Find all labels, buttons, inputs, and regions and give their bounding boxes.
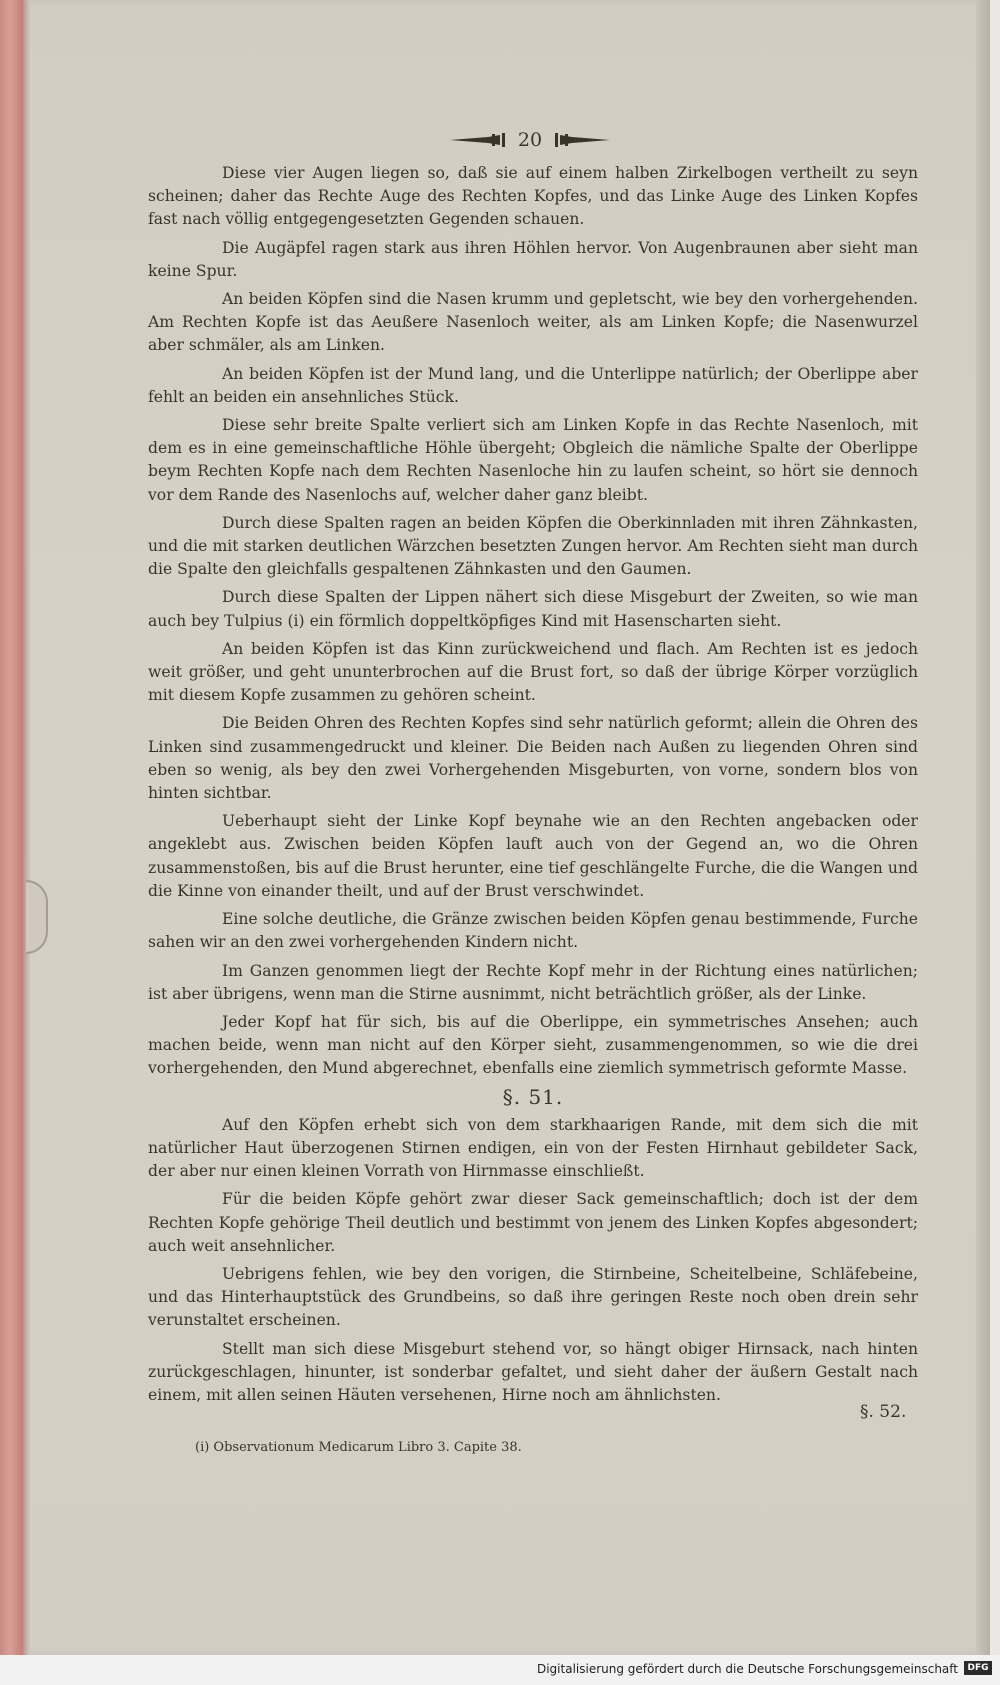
paragraph: An beiden Köpfen ist der Mund lang, und die Unterlippe natürlich; der Oberlippe aber fehlt an beiden ein ansehnliches Stück.: [148, 364, 918, 406]
page-body: [148, 162, 918, 1412]
paragraph: Jeder Kopf hat für sich, bis auf die Oberlippe, ein symmetrisches Ansehen; auch machen beide, wenn man nicht auf den Körper sieht, zusammengenommen, so wie die drei vorhergehenden, den Mund abgerechnet, ebenfalls eine ziemlich symmetrisch geformte Masse.: [148, 1012, 918, 1078]
digitization-credit: Digitalisierung gefördert durch die Deutsche Forschungsgemeinschaft: [536, 1662, 958, 1676]
paragraph: Diese vier Augen liegen so, daß sie auf einem halben Zirkelbogen vertheilt zu seyn scheinen; daher das Rechte Auge des Rechten Kopfes, und das Linke Auge des Linken Kopfes fast nach völlig entgegengesetzten Gegenden schauen.: [148, 164, 918, 229]
footnote: (i) Observationum Medicarum Libro 3. Capite 38.: [195, 1440, 522, 1455]
paragraph: Die Beiden Ohren des Rechten Kopfes sind sehr natürlich geformt; allein die Ohren des Linken sind zusammengedruckt und kleiner. Die Beiden nach Außen zu liegenden Ohren sind eben so wenig, als bey den zwei Vorhergehenden Misgeburten, von vorne, sondern blos von hinten sichtbar.: [148, 714, 918, 803]
paragraph: Die Augäpfel ragen stark aus ihren Höhlen hervor. Von Augenbraunen aber sieht man keine Spur.: [148, 238, 918, 280]
paragraph: Auf den Köpfen erhebt sich von dem starkhaarigen Rande, mit dem sich die mit natürlicher Haut überzogenen Stirnen endigen, ein von der Festen Hirnhaut gebildeter Sack, der aber nur einen kleinen Vorrath von Hirnmasse einschließt.: [148, 1115, 918, 1181]
paragraph: Stellt man sich diese Misgeburt stehend vor, so hängt obiger Hirnsack, nach hinten zurückgeschlagen, hinunter, ist sonderbar gefaltet, und sieht daher der äußern Gestalt nach einem, mit allen seinen Häuten versehenen, Hirne noch am ähnlichsten.: [148, 1339, 918, 1404]
book-cover-edge: [0, 0, 30, 1660]
paragraph: An beiden Köpfen sind die Nasen krumm und gepletscht, wie bey den vorhergehenden. Am Rechten Kopfe ist das Aeußere Nasenloch weiter, als am Linken Kopfe; die Nasenwurzel aber schmäler, als am Linken.: [148, 290, 918, 355]
right-ornament-icon: [552, 133, 612, 147]
left-ornament-icon: [448, 133, 508, 147]
paragraph: Durch diese Spalten ragen an beiden Köpfen die Oberkinnladen mit ihren Zähnkasten, und die mit starken deutlichen Wärzchen besetzten Zungen hervor. Am Rechten sieht man durch die Spalte den gleichfalls gespaltenen Zähnkasten und den Gaumen.: [148, 513, 918, 579]
paragraph: Diese sehr breite Spalte verliert sich am Linken Kopfe in das Rechte Nasenloch, mit dem es in eine gemeinschaftliche Höhle übergeht; Obgleich die nämliche Spalte der Oberlippe beym Rechten Kopfe nach dem Rechten Nasenloche hin zu laufen scheint, so hört sie dennoch vor dem Rande des Nasenlochs auf, welcher daher ganz bleibt.: [148, 416, 918, 504]
paragraph: Im Ganzen genommen liegt der Rechte Kopf mehr in der Richtung eines natürlichen; ist aber übrigens, wenn man die Stirne ausnimmt, nicht beträchtlich größer, als der Linke.: [148, 961, 918, 1003]
paragraph: Für die beiden Köpfe gehört zwar dieser Sack gemeinschaftlich; doch ist der dem Rechten Kopfe gehörige Theil deutlich und bestimmt von jenem des Linken Kopfes abgesondert; auch weit ansehnlicher.: [148, 1190, 918, 1255]
paragraph: Ueberhaupt sieht der Linke Kopf beynahe wie an den Rechten angebacken oder angeklebt aus. Zwischen beiden Köpfen lauft auch von der Gegend an, wo die Ohren zusammenstoßen, bis auf die Brust herunter, eine tief geschlängelte Furche, die die Wangen und die Kinne von einander theilt, und auf der Brust verschwindet.: [148, 812, 918, 900]
page-tab-marker: [26, 880, 48, 954]
paragraph: Durch diese Spalten der Lippen nähert sich diese Misgeburt der Zweiten, so wie man auch bey Tulpius (i) ein förmlich doppeltköpfiges Kind mit Hasenscharten sieht.: [148, 588, 918, 630]
catchword: §. 52.: [860, 1402, 907, 1422]
page-gutter: [976, 0, 990, 1655]
paragraph: Uebrigens fehlen, wie bey den vorigen, die Stirnbeine, Scheitelbeine, Schläfebeine, und das Hinterhauptstück des Grundbeins, so daß ihre geringen Reste noch oben drein sehr verunstaltet erscheinen.: [148, 1264, 918, 1330]
section-heading: §. 51.: [502, 1084, 564, 1109]
page-header: [440, 128, 620, 152]
paragraph: Eine solche deutliche, die Gränze zwischen beiden Köpfen genau bestimmende, Furche sahen wir an den zwei vorhergehenden Kindern nicht.: [148, 910, 918, 952]
paragraph: An beiden Köpfen ist das Kinn zurückweichend und flach. Am Rechten ist es jedoch weit größer, und geht ununterbrochen auf die Brust fort, so daß der übrige Körper vorzüglich mit diesem Kopfe zusammen zu gehören scheint.: [148, 639, 918, 705]
page-number: 20: [517, 129, 543, 151]
dfg-logo: DFG: [964, 1661, 992, 1675]
